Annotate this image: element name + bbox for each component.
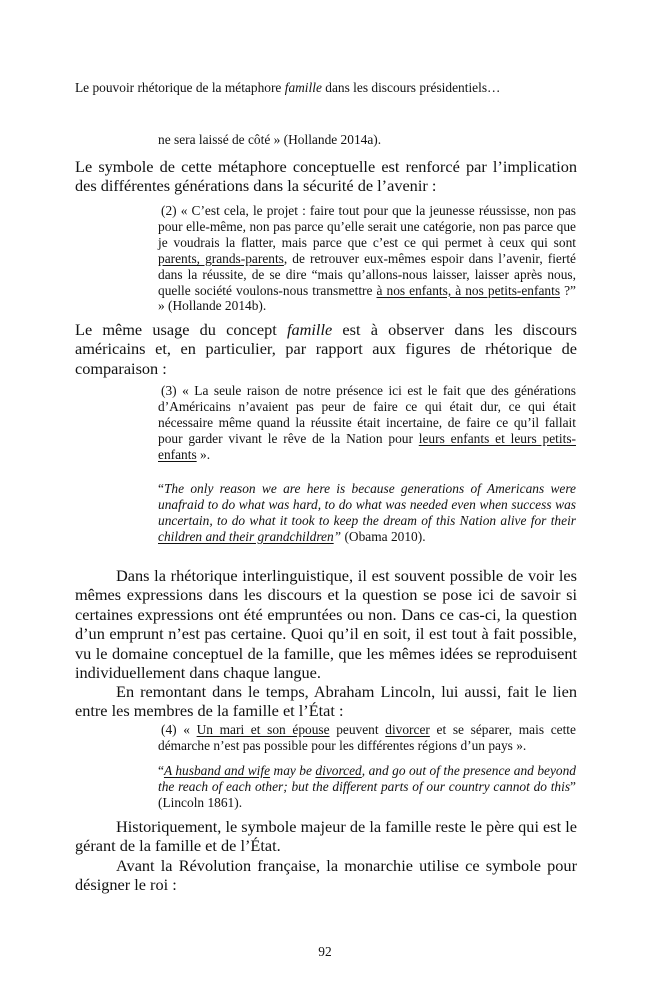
quote-3-en-underline: children and their grandchildren: [158, 528, 334, 544]
quote-3-en-open: “: [158, 481, 164, 496]
quote-4-en-underline-1: A husband and wife: [163, 763, 271, 778]
quote-2-underline-2: à nos enfants, à nos petits-enfants: [376, 282, 561, 298]
paragraph-3-italic: famille: [286, 320, 333, 339]
paragraph-3-a: Le même usage du concept: [75, 320, 287, 339]
quote-4-underline-2: divorcer: [385, 722, 430, 737]
quote-continuation: ne sera laissé de côté » (Hollande 2014a).: [158, 132, 382, 147]
quote-3-text-b: ».: [196, 446, 211, 462]
quote-4-en-text-b: , and go out of the presence and beyond the reach of each other; but the different parts of our country cannot do this: [158, 763, 577, 794]
paragraph-1: Le symbole de cette métaphore conceptuelle est renforcé par l’implication des différentes générations dans la sécurité de l’avenir :: [75, 157, 577, 196]
quote-3-underline: leurs enfants et leurs petits-enfants: [158, 430, 576, 462]
paragraph-5: En remontant dans le temps, Abraham Lincoln, lui aussi, fait le lien entre les membres de la famille et l’État :: [75, 682, 577, 721]
quote-4-underline-1: Un mari et son épouse: [196, 722, 330, 737]
quote-3-fr: [158, 383, 576, 463]
quote-4-text-b: peuvent: [329, 722, 386, 737]
running-head-pre: Le pouvoir rhétorique de la métaphore: [75, 80, 285, 95]
quote-4-en: [158, 763, 576, 811]
quote-3-en: [158, 481, 576, 545]
paragraph-3-b: est à observer dans les discours américains et, en particulier, par rapport aux figures de rhétorique de comparaison :: [75, 320, 578, 378]
quote-3-en-text-a: The only reason we are here is because generations of Americans were unafraid to do what was hard, to do what was needed even when success was uncertain, to do what it took to keep the dream of this Nation alive for their: [158, 481, 576, 528]
quote-4-en-citation: ” (Lincoln 1861).: [158, 778, 576, 810]
quote-2-text-a: (2) « C’est cela, le projet : faire tout pour que la jeunesse réussisse, non pas pour elle-même, non pas parce qu’elle serait une catégorie, non pas parce que je voudrais la flatter, mais parce que c’est ce qui permet à ceux qui sont: [158, 203, 576, 250]
paragraph-7: Avant la Révolution française, la monarchie utilise ce symbole pour désigner le roi :: [75, 856, 577, 895]
running-head-italic: famille: [284, 80, 322, 95]
paragraph-6: Historiquement, le symbole majeur de la famille reste le père qui est le gérant de la famille et de l’État.: [75, 817, 577, 856]
quote-4-en-underline-2: divorced: [315, 763, 362, 778]
paragraph-3: [75, 320, 577, 378]
quote-2-text-c: ?” » (Hollande 2014b).: [158, 282, 576, 314]
running-head-post: dans les discours présidentiels…: [321, 80, 501, 95]
page-number: 92: [318, 944, 332, 959]
quote-3-en-citation: (Obama 2010).: [341, 528, 426, 544]
quote-3-text-a: (3) « La seule raison de notre présence ici est le fait que des générations d’Américains n’avaient pas peur de faire ce qui était dur, ce qui était nécessaire même quand la réussite était incertaine, de faire ce qu’il fallait pour garder vivant le rêve de la Nation pour: [158, 383, 576, 446]
quote-4-text-c: et se séparer, mais cette démarche n’est pas possible pour les différentes régions d’un pays ».: [158, 722, 576, 753]
quote-4-fr: [158, 722, 576, 754]
paragraph-4: Dans la rhétorique interlinguistique, il est souvent possible de voir les mêmes expressions dans les discours et la question se pose ici de savoir si certaines expressions ont été empruntées ou non. Dans ce cas-ci, la question d’un emprunt n’est pas certaine. Quoi qu’il en soit, il est tout à fait possible, vu le domaine conceptuel de la famille, que les mêmes idées se reproduisent individuellement dans chaque langue.: [75, 566, 577, 683]
running-head: [75, 80, 575, 96]
quote-4-en-text-a: may be: [270, 763, 316, 778]
quote-2-underline-1: parents, grands-parents: [158, 250, 284, 266]
quote-3-en-close: ”: [333, 528, 342, 544]
quote-2-fr: [158, 203, 576, 314]
quote-4-text-a: (4) «: [161, 722, 197, 737]
quote-4-en-open: “: [158, 763, 164, 778]
quote-2-text-b: , de retrouver eux-mêmes espoir dans l’avenir, fierté dans la réussite, de se dire “mais qu’allons-nous laisser, laisser après nous, quelle société voulons-nous transmettre: [158, 250, 576, 298]
